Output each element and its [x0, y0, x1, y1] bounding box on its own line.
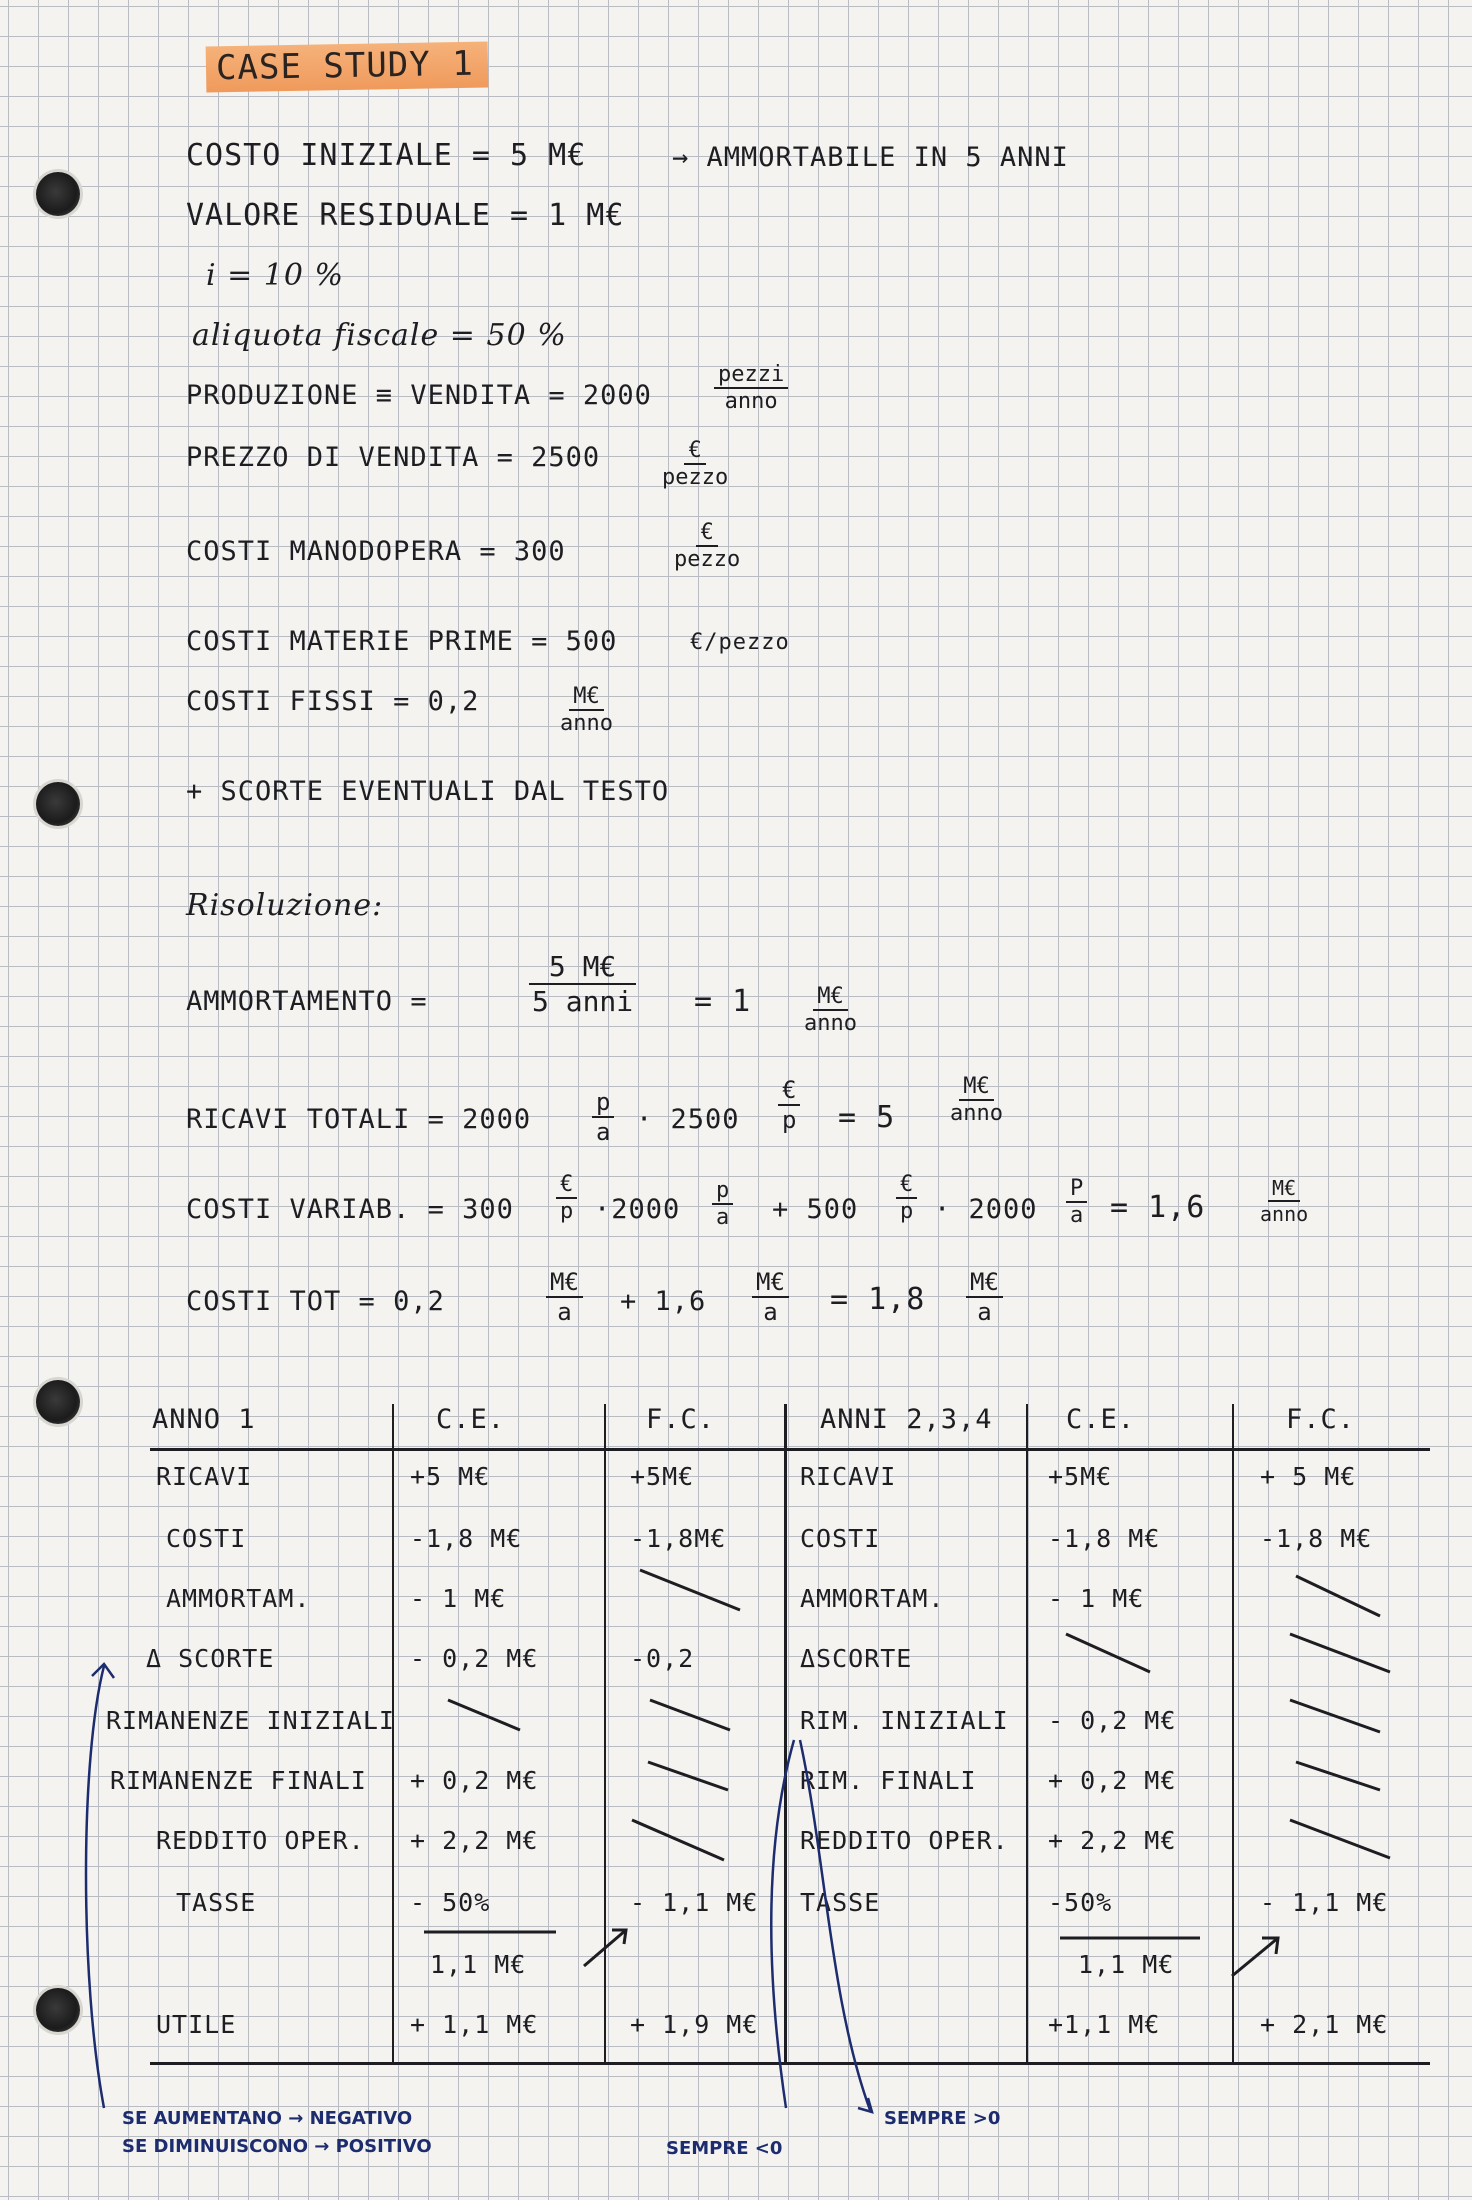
cv-f2: $\frac{p}{a}$ — [712, 1178, 733, 1230]
ct-f2: $\frac{M€}{a}$ — [752, 1268, 789, 1326]
header-ce-1: C.E. — [436, 1404, 506, 1435]
ammortamento-unit: M€ anno — [804, 984, 857, 1036]
na-mark — [448, 1700, 520, 1730]
fc-value-right: + 5 M€ — [1260, 1462, 1357, 1491]
produzione-unit: pezzi anno — [714, 362, 788, 414]
row-label-right: REDDITO OPER. — [800, 1826, 1009, 1855]
fc-value-right: - 1,1 M€ — [1260, 1888, 1389, 1917]
prezzo-vendita: PREZZO DI VENDITA = 2500 — [186, 442, 601, 473]
ct-mid: + 1,6 — [620, 1286, 707, 1317]
row-label-left: Δ SCORTE — [146, 1644, 275, 1673]
fissi-unit: M€ anno — [560, 684, 613, 736]
costi-manodopera: COSTI MANODOPERA = 300 — [186, 536, 566, 567]
cv-mid2: + 500 — [772, 1194, 859, 1225]
materie-unit: €/pezzo — [690, 630, 790, 655]
valore-residuale: VALORE RESIDUALE = 1 M€ — [186, 198, 625, 233]
page-title: CASE STUDY 1 — [206, 42, 488, 93]
header-anno-1: ANNO 1 — [152, 1404, 256, 1435]
arrow-sempre-neg — [771, 1740, 794, 2108]
note-diminuiscono: SE DIMINUISCONO → POSITIVO — [122, 2136, 432, 2157]
row-label-right: RIM. FINALI — [800, 1766, 977, 1795]
cv-f3: € p — [896, 1172, 917, 1224]
na-mark — [1296, 1762, 1380, 1790]
risoluzione-heading: Risoluzione: — [186, 888, 384, 923]
ricavi-result: = 5 — [838, 1100, 896, 1135]
header-fc-1: F.C. — [646, 1404, 716, 1435]
ce-value-right: 1,1 M€ — [1078, 1950, 1175, 1979]
na-mark — [1296, 1576, 1380, 1616]
ce-value-right: - 1 M€ — [1048, 1584, 1145, 1613]
arrow-tax — [1232, 1938, 1278, 1976]
cv-mid1: ·2000 — [594, 1194, 681, 1225]
ammortamento-fraction: 5 M€ 5 anni — [528, 950, 637, 1018]
ricavi-unit: M€ anno — [950, 1074, 1003, 1126]
row-label-left: TASSE — [176, 1888, 257, 1917]
note-sempre-positivo: SEMPRE >0 — [884, 2108, 1001, 2129]
fc-value-left: - 1,1 M€ — [630, 1888, 759, 1917]
row-label-right: AMMORTAM. — [800, 1584, 945, 1613]
fc-value-left: + 1,9 M€ — [630, 2010, 759, 2039]
cv-unit: M€ anno — [1260, 1176, 1309, 1226]
ce-value-right: + 2,2 M€ — [1048, 1826, 1177, 1855]
ce-value-left: +5 M€ — [410, 1462, 491, 1491]
note-sempre-negativo: SEMPRE <0 — [666, 2138, 783, 2159]
arrow-scorte — [86, 1666, 104, 2108]
ricavi-mid: · 2500 — [636, 1104, 740, 1135]
na-mark — [1290, 1634, 1390, 1672]
row-label-left: RIMANENZE FINALI — [110, 1766, 367, 1795]
na-mark — [640, 1570, 740, 1610]
na-mark — [650, 1700, 730, 1730]
tasso-i: i = 10 % — [206, 258, 345, 293]
header-ce-2: C.E. — [1066, 1404, 1136, 1435]
costi-materie-prime: COSTI MATERIE PRIME = 500 — [186, 626, 618, 657]
row-label-left: RIMANENZE INIZIALI — [106, 1706, 395, 1735]
fc-value-left: -1,8M€ — [630, 1524, 727, 1553]
ammortamento-result: = 1 — [694, 984, 752, 1019]
na-mark — [1290, 1700, 1380, 1732]
produzione: PRODUZIONE ≡ VENDITA = 2000 — [186, 380, 652, 411]
row-label-left: UTILE — [156, 2010, 237, 2039]
ce-value-right: -1,8 M€ — [1048, 1524, 1161, 1553]
ct-result: = 1,8 — [830, 1282, 926, 1317]
row-label-left: RICAVI — [156, 1462, 253, 1491]
ammortamento-label: AMMORTAMENTO = — [186, 986, 428, 1017]
header-fc-2: F.C. — [1286, 1404, 1356, 1435]
header-anni-234: ANNI 2,3,4 — [820, 1404, 993, 1435]
na-mark — [1066, 1634, 1150, 1672]
ce-value-left: 1,1 M€ — [430, 1950, 527, 1979]
ct-f1: $\frac{M€}{a}$ — [546, 1268, 583, 1326]
ce-value-left: - 0,2 M€ — [410, 1644, 539, 1673]
ammortabile-note: → AMMORTABILE IN 5 ANNI — [672, 142, 1069, 173]
cv-mid3: · 2000 — [934, 1194, 1038, 1225]
ct-f3: $\frac{M€}{a}$ — [966, 1268, 1003, 1326]
na-mark — [632, 1820, 724, 1860]
prezzo-unit: € pezzo — [662, 438, 729, 490]
ricavi-totali: RICAVI TOTALI = 2000 — [186, 1104, 532, 1135]
row-label-right: RIM. INIZIALI — [800, 1706, 1009, 1735]
ce-value-right: + 0,2 M€ — [1048, 1766, 1177, 1795]
ce-value-right: -50% — [1048, 1888, 1113, 1917]
na-mark — [1290, 1820, 1390, 1858]
fc-value-right: -1,8 M€ — [1260, 1524, 1373, 1553]
ce-value-left: + 1,1 M€ — [410, 2010, 539, 2039]
ce-value-left: - 1 M€ — [410, 1584, 507, 1613]
costi-fissi: COSTI FISSI = 0,2 — [186, 686, 480, 717]
arrow-tax — [584, 1930, 626, 1966]
manodopera-unit: € pezzo — [674, 520, 741, 572]
fc-value-left: +5M€ — [630, 1462, 695, 1491]
note-aumentano: SE AUMENTANO → NEGATIVO — [122, 2108, 413, 2129]
fc-value-right: + 2,1 M€ — [1260, 2010, 1389, 2039]
row-label-right: ΔSCORTE — [800, 1644, 913, 1673]
ce-value-left: -1,8 M€ — [410, 1524, 523, 1553]
row-label-right: TASSE — [800, 1888, 881, 1917]
costo-iniziale: COSTO INIZIALE = 5 M€ — [186, 138, 587, 173]
cv-f1: € p — [556, 1172, 577, 1224]
aliquota-fiscale: aliquota fiscale = 50 % — [192, 318, 567, 353]
ce-value-right: +1,1 M€ — [1048, 2010, 1161, 2039]
arrow-sempre-pos — [800, 1740, 870, 2110]
fc-value-left: -0,2 — [630, 1644, 695, 1673]
row-label-right: COSTI — [800, 1524, 881, 1553]
ce-value-left: + 2,2 M€ — [410, 1826, 539, 1855]
row-label-right: RICAVI — [800, 1462, 897, 1491]
costi-variabili: COSTI VARIAB. = 300 — [186, 1194, 514, 1225]
costi-tot: COSTI TOT = 0,2 — [186, 1286, 445, 1317]
row-label-left: REDDITO OPER. — [156, 1826, 365, 1855]
row-label-left: AMMORTAM. — [166, 1584, 311, 1613]
ce-value-right: - 0,2 M€ — [1048, 1706, 1177, 1735]
ce-value-right: +5M€ — [1048, 1462, 1113, 1491]
ricavi-f2: € p — [778, 1076, 800, 1134]
row-label-left: COSTI — [166, 1524, 247, 1553]
ricavi-f1: $\frac{p}{a}$ — [592, 1088, 614, 1146]
cv-f4: $\frac{P}{a}$ — [1066, 1176, 1087, 1228]
ce-value-left: - 50% — [410, 1888, 491, 1917]
scorte-eventuali: + SCORTE EVENTUALI DAL TESTO — [186, 776, 670, 807]
na-mark — [648, 1762, 728, 1790]
ce-value-left: + 0,2 M€ — [410, 1766, 539, 1795]
cv-result: = 1,6 — [1110, 1190, 1206, 1225]
